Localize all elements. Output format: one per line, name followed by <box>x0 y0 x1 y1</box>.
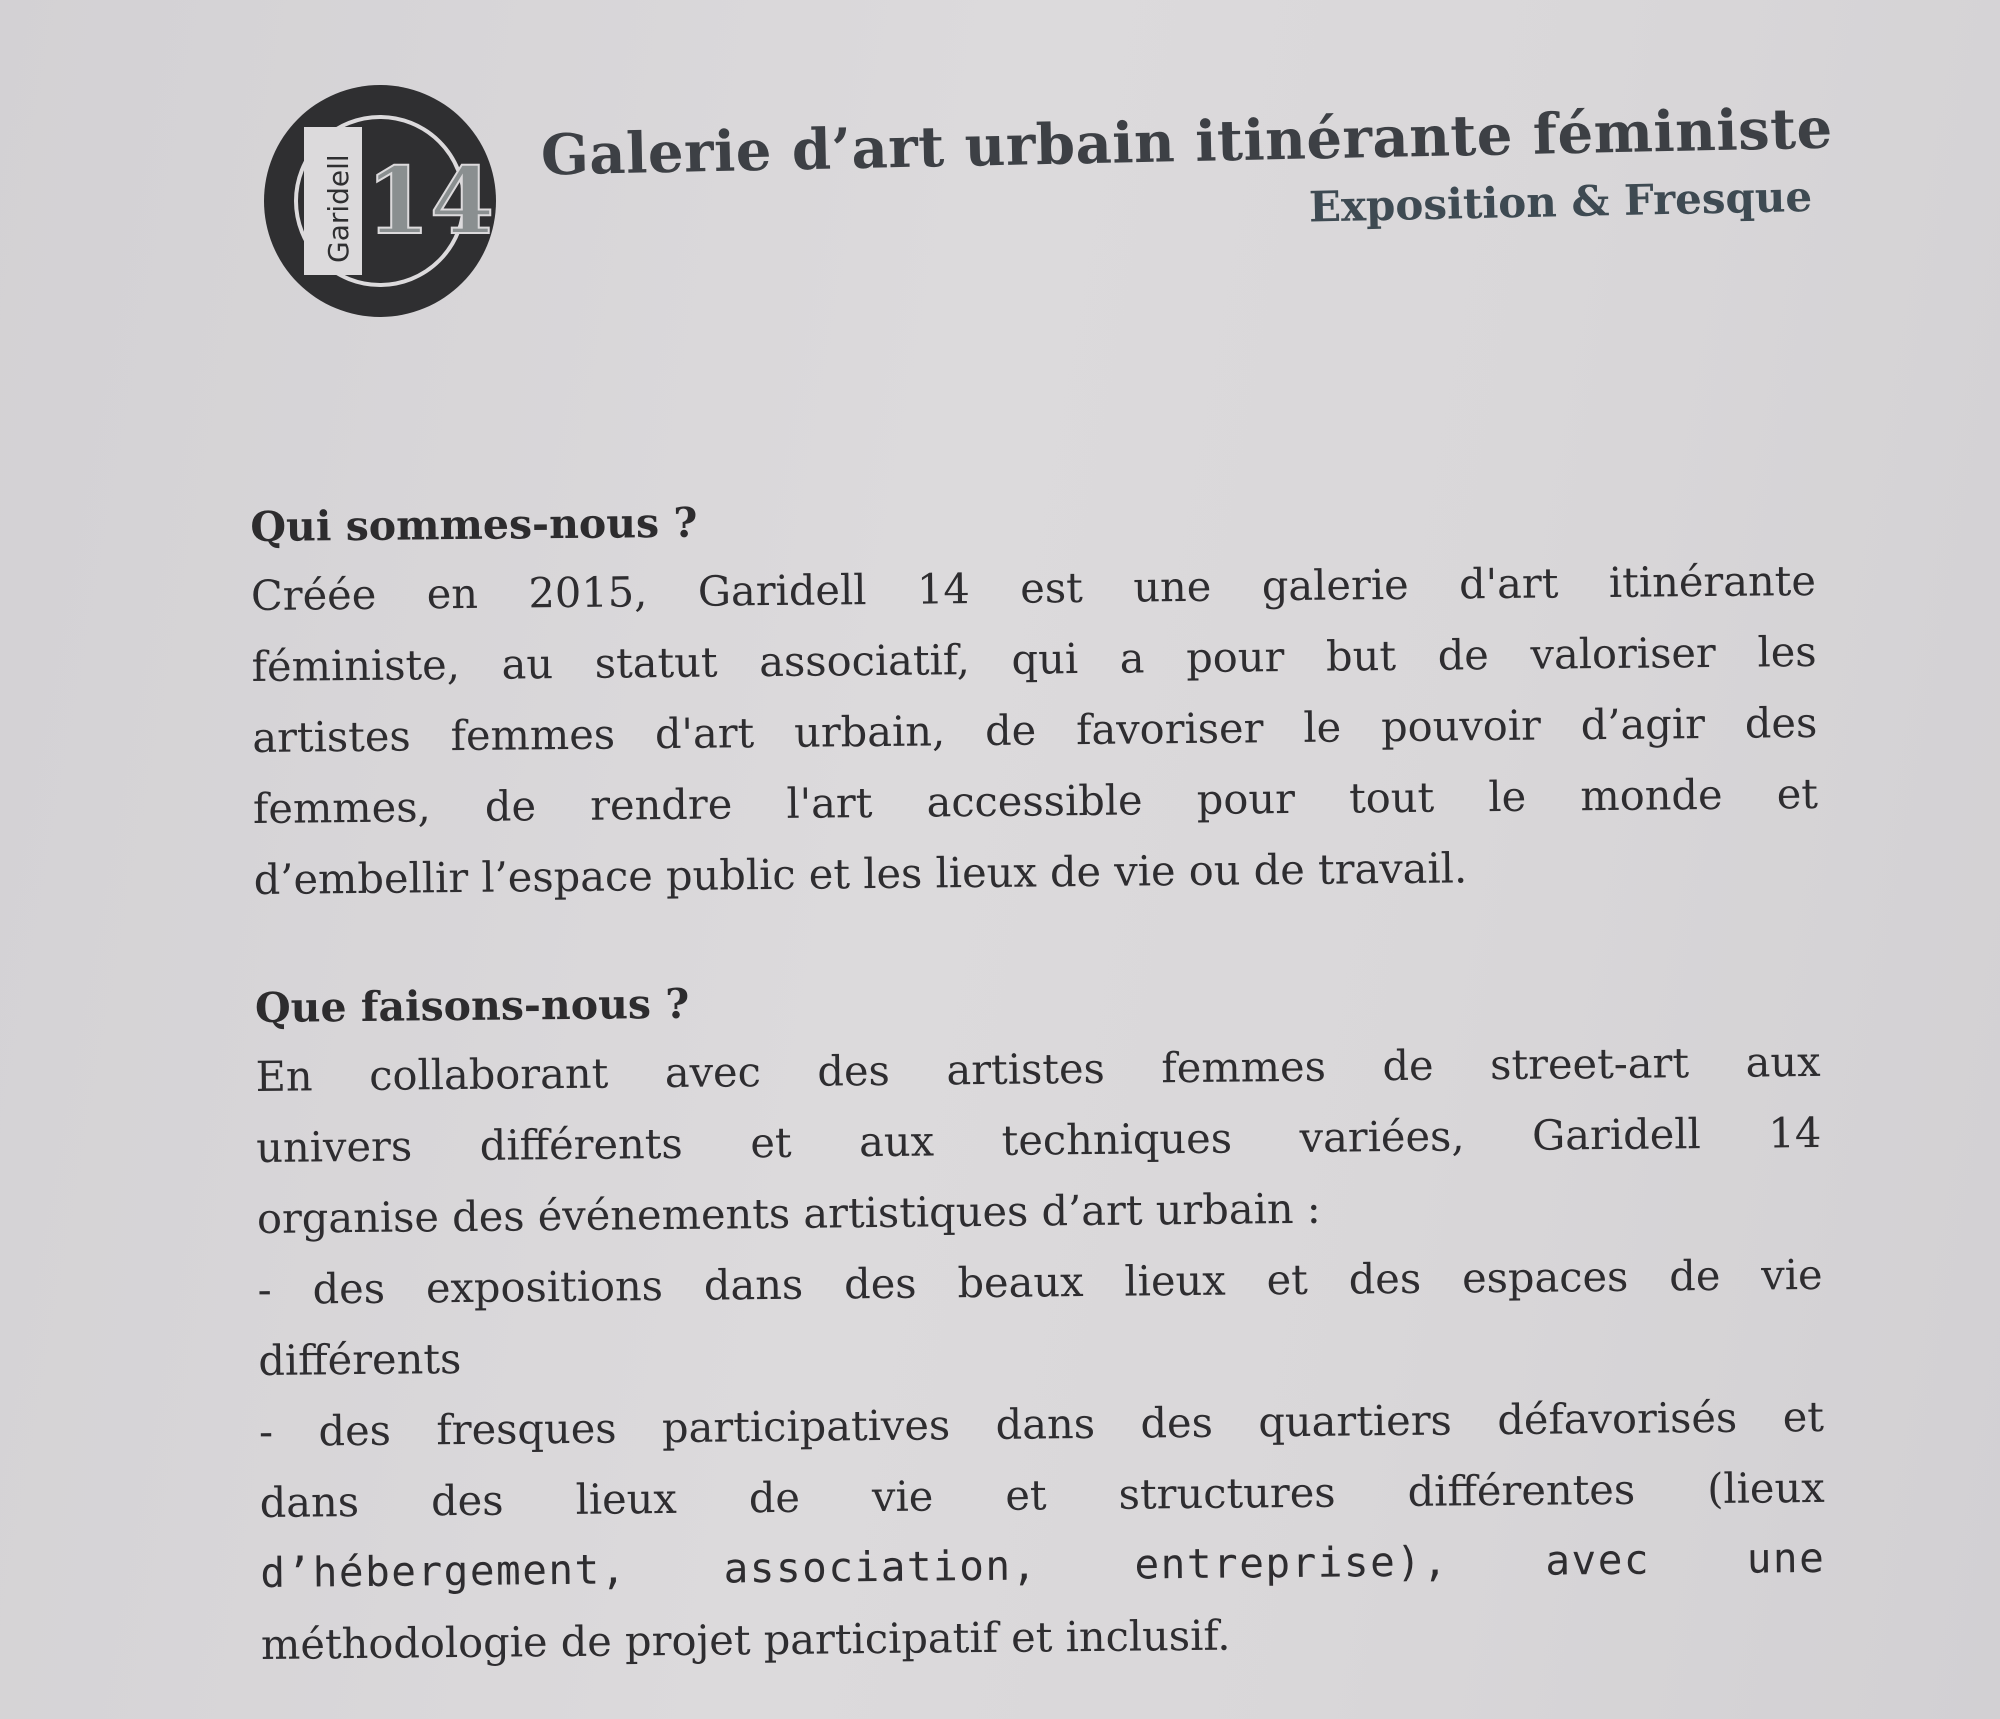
paragraph-que-faisons-nous <box>255 1026 1826 1680</box>
document-body <box>250 479 1826 1680</box>
paragraph-line: organise des événements artistiques d’art urbain : <box>256 1183 1321 1243</box>
paragraph-line: dans des lieux de vie et structures différentes (lieux <box>259 1462 1825 1527</box>
paragraph-line: artistes femmes d'art urbain, de favoriser le pouvoir d’agir des <box>252 697 1818 762</box>
logo-number-text: 14 <box>366 147 495 255</box>
paragraph-line: d’embellir l’espace public et les lieux de vie ou de travail. <box>253 843 1468 904</box>
paragraph-line: femmes, de rendre l'art accessible pour tout le monde et <box>252 768 1819 833</box>
paragraph-line: féministe, au statut associatif, qui a pour but de valoriser les <box>251 626 1817 691</box>
logo-name-text: Garidell <box>322 154 355 263</box>
garidell-14-logo <box>262 83 498 319</box>
paragraph-line: En collaborant avec des artistes femmes de street-art aux <box>255 1036 1821 1101</box>
header <box>540 95 1834 248</box>
section-heading-qui-sommes-nous: Qui sommes-nous ? <box>250 498 698 551</box>
paragraph-line: méthodologie de projet participatif et inclusif. <box>260 1610 1231 1669</box>
paragraph-line: différents <box>258 1334 462 1385</box>
list-item-expositions: - des expositions dans des beaux lieux et des espaces de vie <box>257 1249 1823 1314</box>
paragraph-qui-sommes-nous <box>251 545 1819 915</box>
list-item-fresques: - des fresques participatives dans des quartiers défavorisés et <box>258 1391 1825 1456</box>
header-title: Galerie d’art urbain itinérante féministe <box>540 95 1834 189</box>
section-heading-que-faisons-nous: Que faisons-nous ? <box>254 979 690 1032</box>
header-subtitle: Exposition & Fresque <box>1308 171 1813 232</box>
paragraph-line: d’hébergement, association, entreprise), avec une <box>260 1533 1826 1597</box>
paragraph-line: univers différents et aux techniques variées, Garidell 14 <box>256 1107 1822 1172</box>
paragraph-line: Créée en 2015, Garidell 14 est une galerie d'art itinérante <box>250 555 1817 620</box>
